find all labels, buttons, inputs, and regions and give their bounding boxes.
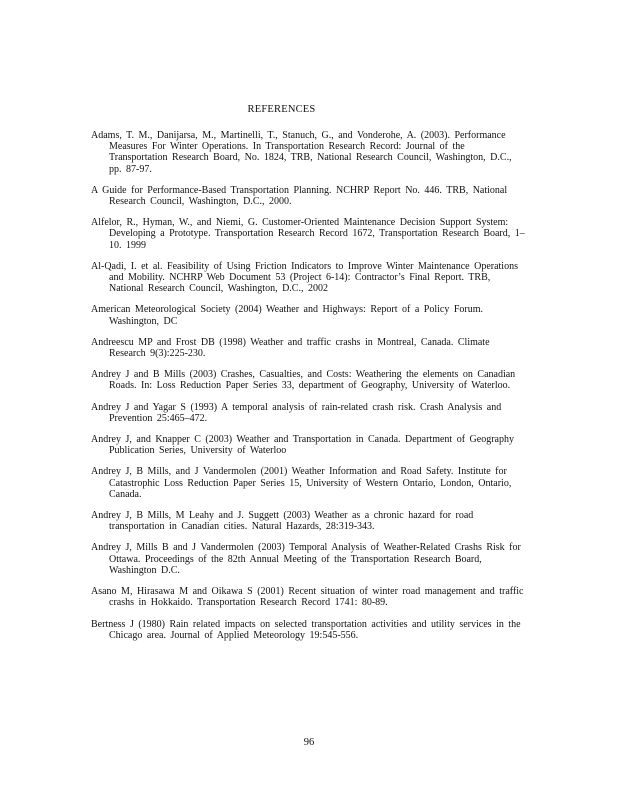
reference-entry: Andrey J and Yagar S (1993) A temporal analysis of rain-related crash risk. Crash Analysis and Prevention 25:465–472. bbox=[91, 401, 502, 424]
reference-entry: Asano M, Hirasawa M and Oikawa S (2001) Recent situation of winter road management and traffic crashs in Hokkaido. Transportation Research Record 1741: 80-89. bbox=[91, 586, 524, 609]
reference-entry: American Meteorological Society (2004) Weather and Highways: Report of a Policy Forum. Washington, DC bbox=[91, 304, 484, 327]
reference-entry: Al-Qadi, I. et al. Feasibility of Using Friction Indicators to Improve Winter Maintenance Operations and Mobility. NCHRP Web Document 53 (Project 6-14): Contractor’s Final Report. TRB, National Research Council, Washington, D.C., 2002 bbox=[91, 260, 518, 295]
reference-entry: Andrey J and B Mills (2003) Crashes, Casualties, and Costs: Weathering the elements on Canadian Roads. In: Loss Reduction Paper Series 33, department of Geography, University of Waterloo. bbox=[91, 369, 516, 392]
reference-entry: Alfelor, R., Hyman, W., and Niemi, G. Customer-Oriented Maintenance Decision Support System: Developing a Prototype. Transportation Research Record 1672, Transportation Research Board, 1–10. 1999 bbox=[91, 217, 525, 251]
reference-entry: A Guide for Performance-Based Transportation Planning. NCHRP Report No. 446. TRB, National Research Council, Washington, D.C., 2000. bbox=[91, 184, 508, 208]
reference-entry: Bertness J (1980) Rain related impacts on selected transportation activities and utility services in the Chicago area. Journal of Applied Meteorology 19:545-556. bbox=[91, 618, 521, 641]
reference-entry: Andrey J, B Mills, and J Vandermolen (2001) Weather Information and Road Safety. Institute for Catastrophic Loss Reduction Paper Series 15, University of Western Ontario, London, Ontario, Canada. bbox=[91, 466, 512, 500]
reference-entry: Andrey J, B Mills, M Leahy and J. Suggett (2003) Weather as a chronic hazard for road transportation in Canadian cities. Natural Hazards, 28:319-343. bbox=[91, 510, 474, 533]
page-number: 96 bbox=[303, 737, 315, 748]
references-heading: REFERENCES bbox=[247, 104, 316, 115]
reference-entry: Andreescu MP and Frost DB (1998) Weather and traffic crashs in Montreal, Canada. Climate Research 9(3):225-230. bbox=[91, 336, 490, 360]
reference-list bbox=[91, 130, 527, 651]
reference-entry: Andrey J, and Knapper C (2003) Weather and Transportation in Canada. Department of Geography Publication Series, University of Waterloo bbox=[91, 434, 514, 457]
reference-entry: Andrey J, Mills B and J Vandermolen (2003) Temporal Analysis of Weather-Related Crashs Risk for Ottawa. Proceedings of the 82th Annual Meeting of the Transportation Research Board, Washington D.C. bbox=[91, 542, 521, 576]
reference-entry: Adams, T. M., Danijarsa, M., Martinelli, T., Stanuch, G., and Vonderohe, A. (2003). Performance Measures For Winter Operations. In Transportation Research Record: Journal of the Transportation Research Board, No. 1824, TRB, National Research Council, Washington, D.C., pp. 87-97. bbox=[91, 130, 512, 175]
